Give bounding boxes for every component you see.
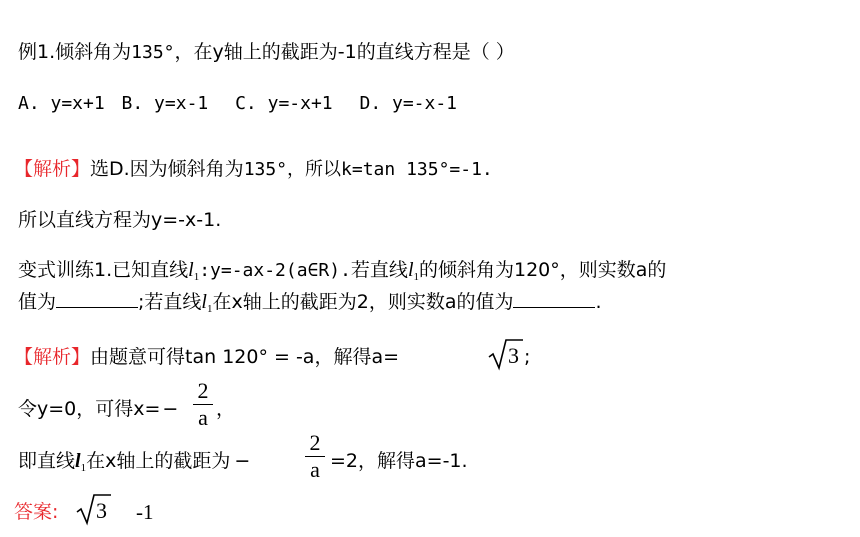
analysis2-semicolon: [524, 345, 530, 369]
comma: ，: [216, 398, 236, 420]
analysis1-line2: [18, 208, 221, 232]
variant-text-b: 的倾斜角为120°，则实数a的: [419, 259, 667, 281]
variant-line1: [18, 258, 666, 289]
variant-line2-b: ;若直线: [138, 291, 202, 313]
minus-sign-2: −: [234, 450, 251, 472]
answer-second: [136, 500, 154, 524]
analysis2-line3-end: [330, 449, 468, 473]
analysis2-tag: 【解析】: [14, 346, 91, 368]
sqrt-3-symbol: [488, 337, 524, 371]
analysis-tag: 【解析】: [14, 158, 91, 180]
line-name-2: l: [407, 259, 414, 281]
minus-sign: −: [162, 398, 179, 420]
analysis2-line3-a: 即直线: [18, 450, 76, 472]
variant-prefix: 变式训练1.已知直线: [18, 259, 189, 281]
variant-line2-end: .: [595, 291, 602, 313]
sqrt-radicand: 3: [508, 343, 519, 368]
line-name: l: [188, 259, 194, 281]
option-a: A. y=x+1: [18, 93, 105, 114]
line-name-3: l: [201, 291, 207, 313]
line-sub-2: 1: [413, 271, 419, 283]
answer-blank-2[interactable]: [513, 291, 595, 308]
option-d: D. y=-x-1: [359, 93, 458, 114]
fraction-denominator-2: a: [310, 457, 320, 482]
analysis2-line3-c: =2，解得a=-1.: [330, 450, 468, 472]
answer-second-value: -1: [136, 500, 154, 524]
example-question: [18, 40, 515, 65]
analysis2-line1: [14, 345, 399, 369]
analysis2-line2-a: 令y=0，可得x=: [18, 398, 161, 420]
semicolon: ;: [524, 346, 531, 368]
answer-sqrt-radicand: 3: [96, 498, 107, 523]
analysis2-text1: 由题意可得tan 120° = -a，解得a=: [90, 346, 400, 368]
fraction-numerator: 2: [197, 378, 209, 403]
variant-text-a: 若直线: [350, 259, 408, 281]
variant-eq: :y=-ax-2(a∈R).: [199, 260, 351, 281]
option-b: B. y=x-1: [121, 93, 209, 114]
example-options: [18, 92, 457, 116]
analysis2-line2: [18, 397, 178, 421]
analysis2-line2-end: [216, 397, 235, 421]
fraction-2-over-a: [192, 378, 214, 431]
line-sub: 1: [193, 271, 200, 283]
analysis1-angle: 135°: [243, 159, 288, 180]
analysis1-text2: ，所以k=tan 135°=-1.: [287, 159, 493, 180]
answer-sqrt-symbol: [76, 492, 112, 526]
example-question-prefix: 例1.倾斜角为: [18, 41, 132, 63]
variant-line2-a: 值为: [18, 291, 57, 313]
fraction-2-over-a-2: [304, 430, 326, 483]
variant-line2-c: 在x轴上的截距为2，则实数a的值为: [212, 291, 514, 313]
answer-blank-1[interactable]: [56, 291, 138, 308]
variant-line2: [18, 290, 602, 321]
analysis2-line3-b: 在x轴上的截距为: [86, 450, 231, 472]
analysis1-text3: 所以直线方程为y=-x-1.: [18, 209, 222, 231]
analysis1-line1: [14, 157, 493, 182]
example-question-rest: ，在y轴上的截距为-1的直线方程是（ ）: [174, 41, 515, 63]
fraction-numerator-2: 2: [309, 430, 321, 455]
option-c: C. y=-x+1: [235, 93, 333, 114]
analysis2-line3: [18, 449, 250, 480]
line-name-4: l: [75, 450, 81, 472]
line-sub-4: 1: [80, 462, 87, 474]
line-sub-3: 1: [206, 303, 213, 315]
answer-label: 答案:: [14, 501, 59, 523]
analysis1-text1: 选D.因为倾斜角为: [90, 158, 244, 180]
example-question-angle: 135°: [131, 42, 175, 63]
answer-line: [14, 500, 58, 524]
fraction-denominator: a: [198, 405, 208, 430]
